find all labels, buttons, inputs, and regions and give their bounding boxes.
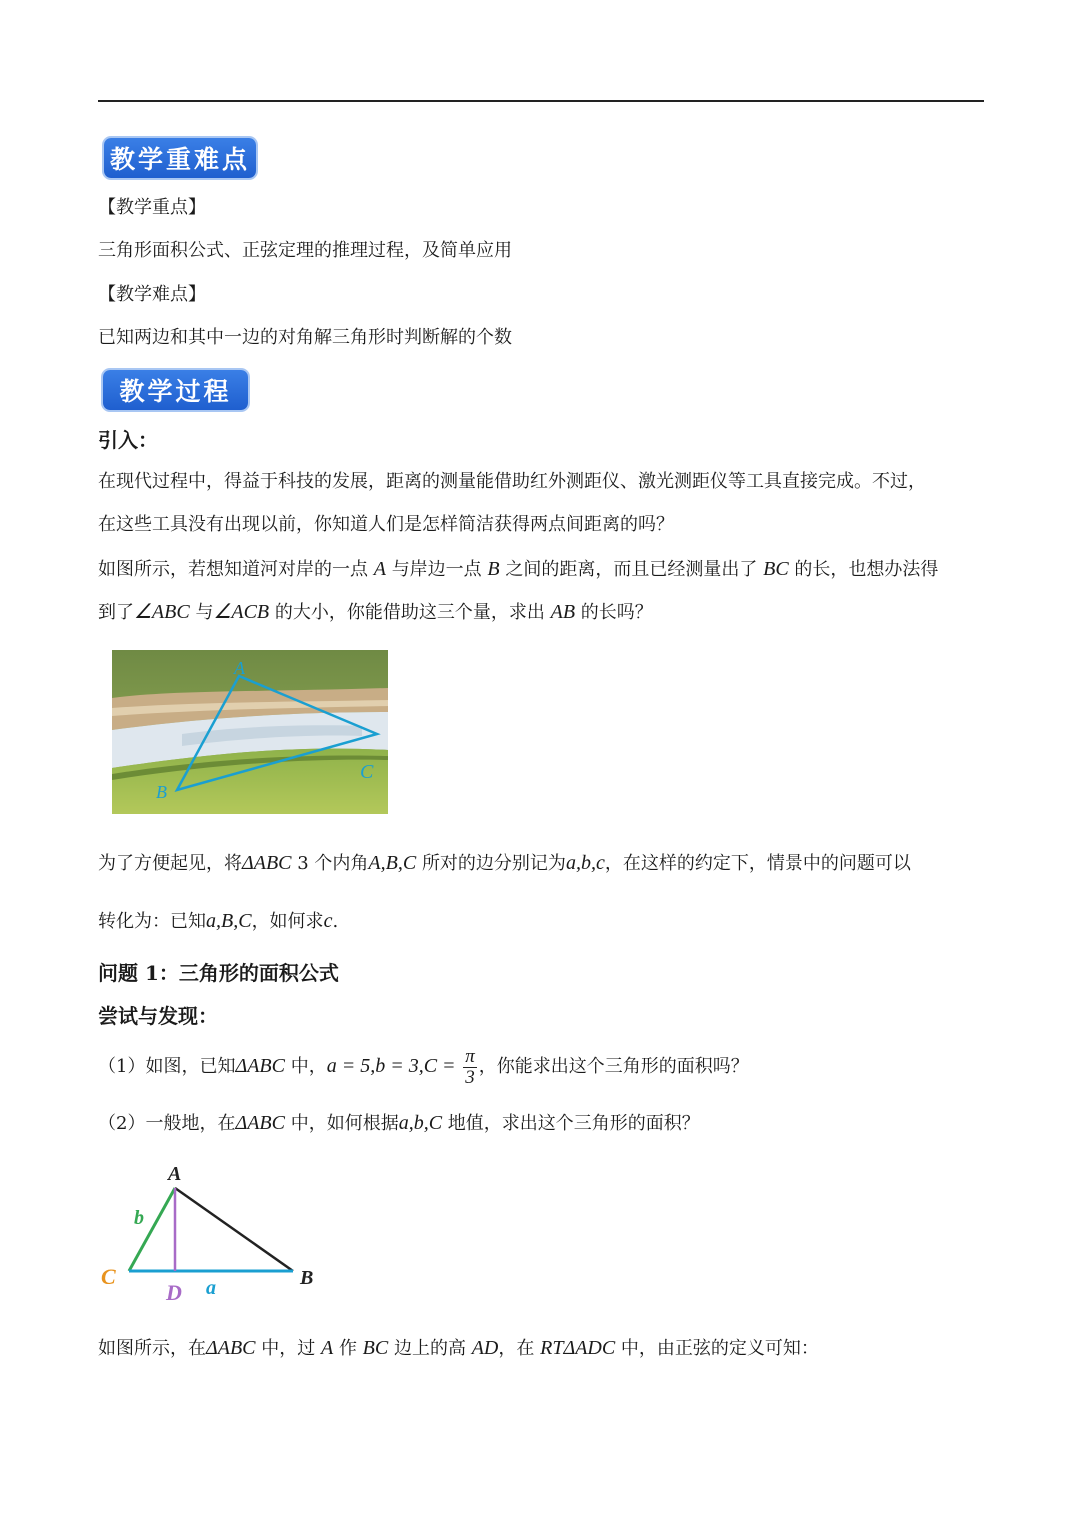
triangle-altitude-figure [96, 1158, 336, 1308]
difficulty-text: 已知两边和其中一边的对角解三角形时判断解的个数 [98, 327, 512, 348]
focus-text: 三角形面积公式、正弦定理的推理过程，及简单应用 [98, 240, 512, 261]
tri-label-C: C [101, 1264, 116, 1289]
difficulty-label: 【教学难点】 [98, 284, 206, 305]
side-AB [175, 1188, 293, 1271]
river-label-B: B [156, 782, 167, 802]
river-label-A: A [234, 658, 245, 678]
try-discover-heading: 尝试与发现： [98, 1004, 218, 1028]
intro-question-line1: 如图所示，若想知道河对岸的一点 A 与岸边一点 B 之间的距离，而且已经测量出了 BC 的长，也想办法得 [98, 558, 939, 580]
convention-line2: 转化为：已知a,B,C，如何求c. [98, 910, 339, 932]
focus-label: 【教学重点】 [98, 197, 206, 218]
tri-label-D: D [166, 1280, 182, 1305]
intro-paragraph-line1: 在现代过程中，得益于科技的发展，距离的测量能借助红外测距仪、激光测距仪等工具直接完成。不过， [98, 471, 926, 492]
intro-paragraph-line2: 在这些工具没有出现以前，你知道人们是怎样简洁获得两点间距离的吗？ [98, 514, 674, 535]
altitude-explanation: 如图所示，在ΔABC 中，过 A 作 BC 边上的高 AD，在 RTΔADC 中，由正弦的定义可知： [98, 1337, 819, 1359]
badge-process: 教学过程 [103, 370, 248, 410]
tri-label-b: b [134, 1207, 144, 1229]
intro-heading: 引入： [98, 428, 158, 452]
question-2: （2）一般地，在ΔABC 中，如何根据a,b,C 地值，求出这个三角形的面积？ [98, 1112, 700, 1134]
tri-label-a: a [206, 1277, 216, 1299]
header-rule [98, 100, 984, 102]
question-1: （1）如图，已知ΔABC 中，a = 5,b = 3,C = $\frac{\pi}{3}$ ，你能求出这个三角形的面积吗？ [98, 1045, 749, 1088]
pi-over-3-fraction: $\frac{\pi}{3}$ [465, 1045, 475, 1088]
intro-question-line2: 到了∠ABC 与∠ACB 的大小，你能借助这三个量，求出 AB 的长吗？ [98, 601, 653, 623]
convention-line1: 为了方便起见，将ΔABC 3 个内角A,B,C 所对的边分别记为a,b,c，在这样的约定下，情景中的问题可以 [98, 852, 911, 874]
badge-key-points: 教学重难点 [104, 138, 256, 178]
river-photo-figure [112, 650, 388, 814]
river-label-C: C [360, 761, 374, 783]
tri-label-A: A [168, 1163, 182, 1185]
problem1-heading: 问题 1：三角形的面积公式 [98, 961, 339, 985]
tri-label-B: B [300, 1267, 314, 1289]
side-CA [129, 1188, 175, 1271]
